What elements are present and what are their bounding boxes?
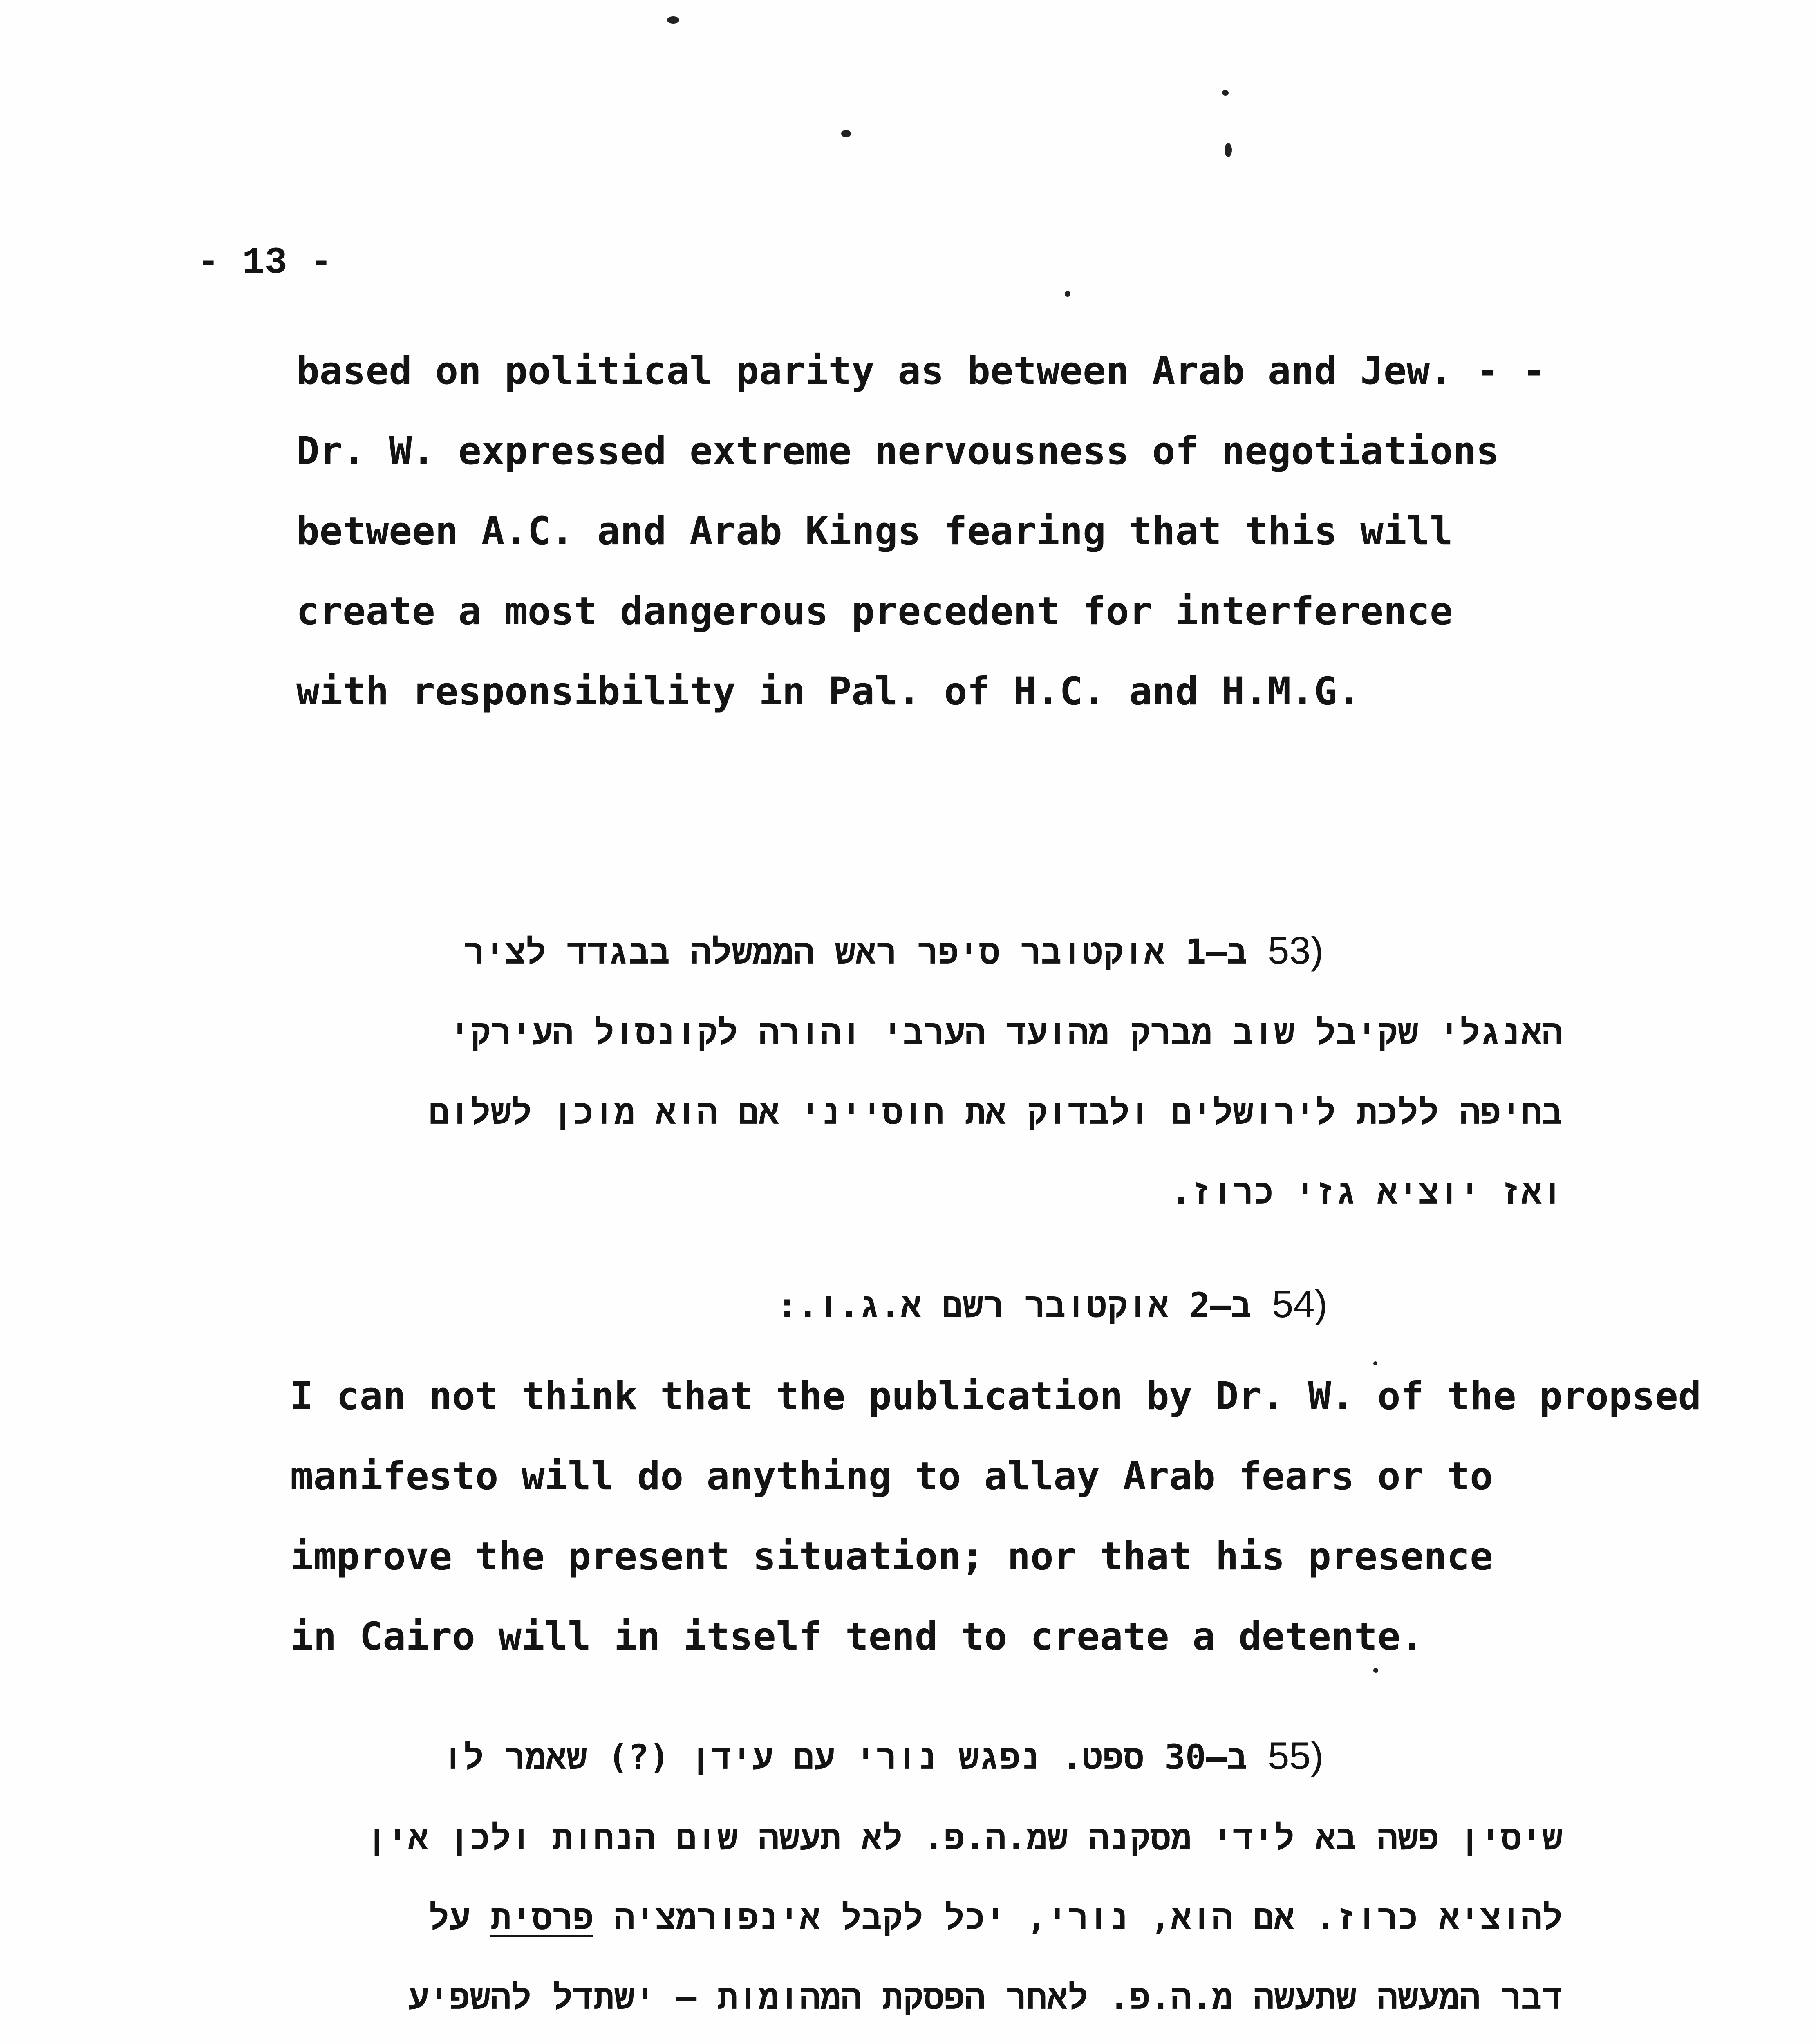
- entry-53-line-3: בחיפה ללכת לירושלים ולבדוק את חוסייני אם הוא מוכן לשלום: [429, 1092, 1563, 1132]
- text-line: with responsibility in Pal. of H.C. and H.M.G.: [296, 669, 1361, 714]
- entry-55-line-2: שיסין פשה בא לידי מסקנה שמ.ה.פ. לא תעשה שום הנחות ולכן אין: [367, 1818, 1563, 1858]
- scan-speck: [841, 130, 851, 137]
- hebrew-text: ב–1 אוקטובר סיפר ראש הממשלה בבגדד לציר: [463, 932, 1247, 972]
- english-paragraph-1: [296, 331, 1545, 732]
- text-line: improve the present situation; nor that his presence: [290, 1534, 1493, 1579]
- text-line: between A.C. and Arab Kings fearing that this will: [296, 509, 1453, 554]
- scan-speck: [1222, 90, 1229, 96]
- entry-53-line-2: האנגלי שקיבל שוב מברק מהועד הערבי והורה לקונסול העירקי: [449, 1012, 1563, 1052]
- scan-speck: [1225, 143, 1232, 157]
- page-number: - 13 -: [197, 241, 333, 284]
- text-line: manifesto will do anything to allay Arab fears or to: [290, 1454, 1493, 1499]
- entry-55-line-3: [429, 1895, 1563, 1940]
- underlined-word: פרסית: [490, 1897, 593, 1937]
- hebrew-text: על: [428, 1897, 490, 1937]
- hebrew-text: להוציא כרוז. אם הוא, נורי, יכל לקבל אינפורמציה: [593, 1897, 1563, 1937]
- text-line: Dr. W. expressed extreme nervousness of negotiations: [296, 429, 1499, 473]
- entry-number: (53: [1268, 929, 1323, 972]
- hebrew-text: ב–2 אוקטובר רשם א.ג.ו.:: [777, 1285, 1252, 1325]
- entry-number: (55: [1268, 1734, 1323, 1777]
- hebrew-text: ב–30 ספט. נפגש נורי עם עידן (?) שאמר לו: [443, 1737, 1247, 1777]
- text-line: create a most dangerous precedent for interference: [296, 589, 1453, 634]
- english-quote: [290, 1356, 1701, 1677]
- scan-speck: [667, 16, 679, 24]
- text-line: in Cairo will in itself tend to create a detente.: [290, 1614, 1424, 1659]
- entry-53-line-4: ואז יוציא גזי כרוז.: [1171, 1172, 1563, 1212]
- entry-55-line-1: [443, 1733, 1323, 1780]
- entry-55-line-4: דבר המעשה שתעשה מ.ה.פ. לאחר הפסקת המהומות – ישתדל להשפיע: [408, 1977, 1563, 2017]
- entry-53-line-1: [464, 928, 1323, 974]
- text-line: I can not think that the publication by Dr. W. of the propsed: [290, 1374, 1702, 1419]
- scan-speck: [1065, 291, 1070, 297]
- entry-number: (54: [1272, 1282, 1328, 1325]
- entry-54-heading: [777, 1282, 1328, 1328]
- text-line: based on political parity as between Arab and Jew. - -: [296, 349, 1546, 393]
